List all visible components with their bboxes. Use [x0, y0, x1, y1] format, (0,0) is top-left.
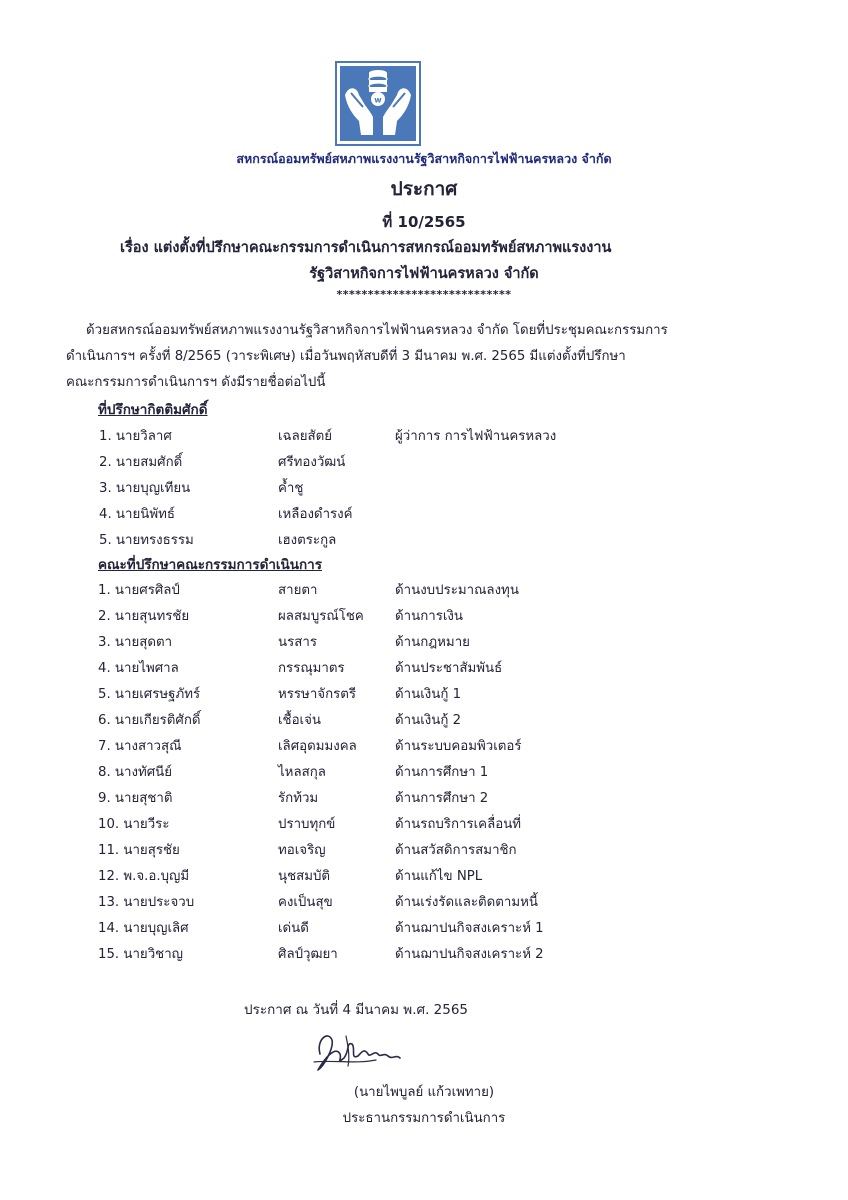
advisor-surname: นรสาร — [278, 635, 317, 650]
advisor-name: 2. นายสุนทรชัย — [98, 609, 190, 624]
handwritten-signature — [306, 1026, 406, 1076]
advisor-role: ด้านฌาปนกิจสงเคราะห์ 1 — [395, 921, 544, 936]
advisor-surname: เชื้อเจ่น — [278, 713, 321, 728]
advisor-surname: สายตา — [278, 583, 318, 598]
advisor-surname: เฮงตระกูล — [278, 533, 337, 548]
advisor-surname: ทอเจริญ — [278, 843, 326, 858]
advisor-surname: เลิศอุดมมงคล — [278, 739, 357, 754]
advisor-role: ด้านเร่งรัดและติดตามหนี้ — [395, 895, 538, 910]
list-item — [0, 605, 848, 625]
advisor-surname: เหลืองดำรงค์ — [278, 507, 353, 522]
list-item — [0, 657, 848, 677]
paragraph-line-3: คณะกรรมการดำเนินการฯ ดังมีรายชื่อต่อไปนี้ — [66, 375, 326, 390]
list-item — [0, 503, 848, 523]
coop-hands-logo-icon — [335, 61, 421, 146]
svg-text:w: w — [374, 95, 382, 105]
advisor-role: ด้านฌาปนกิจสงเคราะห์ 2 — [395, 947, 544, 962]
honorary-heading: ที่ปรึกษากิตติมศักดิ์ — [98, 402, 208, 418]
list-item — [0, 579, 848, 599]
advisor-surname: หรรษาจักรตรี — [278, 687, 357, 702]
list-item — [0, 865, 848, 885]
advisor-role: ผู้ว่าการ การไฟฟ้านครหลวง — [395, 429, 557, 444]
advisor-surname: เฉลยสัตย์ — [278, 429, 333, 444]
list-item — [0, 477, 848, 497]
list-item — [0, 683, 848, 703]
list-item — [0, 943, 848, 963]
list-item — [0, 787, 848, 807]
advisor-role: ด้านการศึกษา 2 — [395, 791, 489, 806]
advisor-role: ด้านการเงิน — [395, 609, 463, 624]
advisor-surname: ปราบทุกข์ — [278, 817, 336, 832]
advisor-role: ด้านรถบริการเคลื่อนที่ — [395, 817, 522, 832]
advisor-role: ด้านการศึกษา 1 — [395, 765, 489, 780]
list-item — [0, 839, 848, 859]
list-item — [0, 813, 848, 833]
advisor-surname: ศรีทองวัฒน์ — [278, 455, 346, 470]
advisor-surname: ค้ำชู — [278, 481, 304, 496]
list-item — [0, 451, 848, 471]
advisor-name: 9. นายสุชาติ — [98, 791, 173, 806]
separator-line: **************************** — [336, 288, 512, 301]
advisor-name: 11. นายสุรชัย — [98, 843, 180, 858]
advisor-role: ด้านประชาสัมพันธ์ — [395, 661, 503, 676]
advisor-role: ด้านสวัสดิการสมาชิก — [395, 843, 517, 858]
list-item — [0, 761, 848, 781]
subject-line-1: เรื่อง แต่งตั้งที่ปรึกษาคณะกรรมการดำเนินการสหกรณ์ออมทรัพย์สหภาพแรงงาน — [120, 240, 612, 256]
advisor-surname: นุชสมบัติ — [278, 869, 331, 884]
announcement-title: ประกาศ — [390, 178, 458, 200]
advisor-name: 3. นายสุดตา — [98, 635, 173, 650]
advisor-surname: ศิลป์วุฒยา — [278, 947, 338, 962]
advisor-name: 12. พ.จ.อ.บุญมี — [98, 869, 190, 884]
advisor-surname: คงเป็นสุข — [278, 895, 333, 910]
advisor-surname: เด่นดี — [278, 921, 309, 936]
advisor-surname: กรรณุมาตร — [278, 661, 345, 676]
advisor-name: 15. นายวิชาญ — [98, 947, 184, 962]
advisor-role: ด้านแก้ไข NPL — [395, 869, 483, 884]
advisor-surname: ไหลสกุล — [278, 765, 326, 780]
advisor-name: 8. นางทัศนีย์ — [98, 765, 173, 780]
advisor-name: 7. นางสาวสุณี — [98, 739, 182, 754]
list-item — [0, 425, 848, 445]
advisor-role: ด้านงบประมาณลงทุน — [395, 583, 519, 598]
paragraph-line-1: ด้วยสหกรณ์ออมทรัพย์สหภาพแรงงานรัฐวิสาหกิจการไฟฟ้านครหลวง จำกัด โดยที่ประชุมคณะกรรมการ — [86, 323, 668, 338]
subject-line-2: รัฐวิสาหกิจการไฟฟ้านครหลวง จำกัด — [309, 266, 539, 282]
advisor-name: 5. นายเศรษฐภัทร์ — [98, 687, 201, 702]
advisor-name: 4. นายไพศาล — [98, 661, 179, 676]
advisor-role: ด้านกฎหมาย — [395, 635, 470, 650]
advisor-name: 5. นายทรงธรรม — [99, 533, 194, 548]
advisor-name: 4. นายนิพัทธ์ — [99, 507, 175, 522]
advisor-name: 6. นายเกียรติศักดิ์ — [98, 713, 201, 728]
signer-name: (นายไพบูลย์ แก้วเพทาย) — [353, 1085, 495, 1100]
advisor-role: ด้านเงินกู้ 1 — [395, 687, 462, 702]
advisor-name: 1. นายวิลาศ — [99, 429, 172, 444]
advisor-name: 10. นายวีระ — [98, 817, 170, 832]
list-item — [0, 631, 848, 651]
paragraph-line-2: ดำเนินการฯ ครั้งที่ 8/2565 (วาระพิเศษ) เมื่อวันพฤหัสบดีที่ 3 มีนาคม พ.ศ. 2565 มีแต่งตั้งที่ปรึกษา — [66, 349, 626, 364]
list-item — [0, 917, 848, 937]
advisor-role: ด้านเงินกู้ 2 — [395, 713, 462, 728]
advisor-surname: รักท้วม — [278, 791, 319, 806]
list-item — [0, 529, 848, 549]
organization-name: สหกรณ์ออมทรัพย์สหภาพแรงงานรัฐวิสาหกิจการไฟฟ้านครหลวง จำกัด — [236, 151, 612, 166]
advisor-name: 13. นายประจวบ — [98, 895, 195, 910]
advisor-name: 2. นายสมศักดิ์ — [99, 455, 183, 470]
announcement-number: ที่ 10/2565 — [382, 213, 466, 231]
announcement-date: ประกาศ ณ วันที่ 4 มีนาคม พ.ศ. 2565 — [244, 1002, 469, 1018]
advisor-name: 1. นายศรศิลป์ — [98, 583, 180, 598]
list-item — [0, 891, 848, 911]
advisor-name: 3. นายบุญเทียน — [99, 481, 191, 496]
advisor-name: 14. นายบุญเลิศ — [98, 921, 189, 936]
signer-position: ประธานกรรมการดำเนินการ — [342, 1111, 506, 1126]
board-heading: คณะที่ปรึกษาคณะกรรมการดำเนินการ — [98, 557, 322, 573]
list-item — [0, 709, 848, 729]
advisor-role: ด้านระบบคอมพิวเตอร์ — [395, 739, 522, 754]
advisor-surname: ผลสมบูรณ์โชค — [278, 609, 364, 624]
list-item — [0, 735, 848, 755]
